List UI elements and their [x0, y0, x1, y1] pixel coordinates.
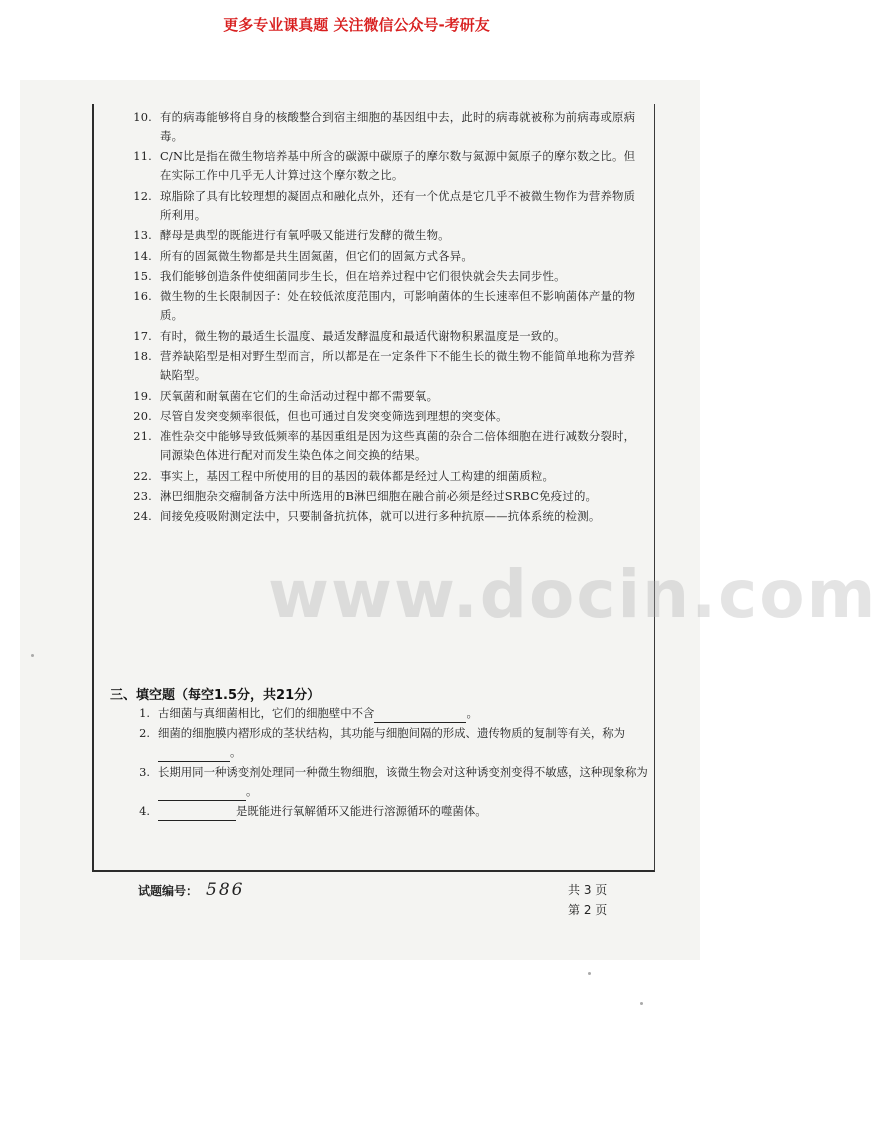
- answer-blank: [374, 708, 466, 723]
- statement-item: [120, 108, 645, 146]
- item-number: 21.: [133, 429, 152, 444]
- item-number: 19.: [133, 388, 152, 403]
- item-text: 微生物的生长限制因子：处在较低浓度范围内，可影响菌体的生长速率但不影响菌体产量的物质。: [160, 289, 636, 323]
- fill-text-after: 是既能进行氧解循环又能进行溶源循环的噬菌体。: [236, 804, 487, 818]
- watermark: www.docin.com: [268, 556, 877, 633]
- exam-code-label: 试题编号：: [138, 884, 199, 898]
- item-number: 12.: [133, 188, 152, 203]
- fill-number: 4.: [139, 804, 150, 818]
- fill-item: [128, 802, 648, 821]
- statement-item: [120, 487, 645, 506]
- pages-current: 第 2 页: [568, 903, 608, 917]
- item-text: 准性杂交中能够导致低频率的基因重组是因为这些真菌的杂合二倍体细胞在进行减数分裂时，同源染色体进行配对而发生染色体之间交换的结果。: [160, 429, 636, 463]
- statement-item: [120, 507, 645, 526]
- fill-item: [128, 704, 648, 723]
- fill-in-items: [128, 704, 648, 822]
- section-title: 三、填空题（每空1.5分，共21分）: [110, 688, 321, 703]
- statement-item: [120, 187, 645, 225]
- item-text: 有的病毒能够将自身的核酸整合到宿主细胞的基因组中去，此时的病毒就被称为前病毒或原病毒。: [160, 110, 636, 143]
- top-banner: 更多专业课真题 关注微信公众号-考研友: [223, 16, 490, 34]
- item-number: 24.: [133, 509, 152, 524]
- item-text: 我们能够创造条件使细菌同步生长，但在培养过程中它们很快就会失去同步性。: [160, 268, 566, 283]
- item-text: 事实上，基因工程中所使用的目的基因的载体都是经过人工构建的细菌质粒。: [160, 468, 555, 483]
- item-number: 15.: [133, 268, 152, 283]
- fill-text-before: 古细菌与真细菌相比，它们的细胞壁中不含: [158, 706, 375, 720]
- fill-number: 1.: [139, 706, 150, 720]
- item-number: 22.: [133, 468, 152, 483]
- item-text: 淋巴细胞杂交瘤制备方法中所选用的B淋巴细胞在融合前必须是经过SRBC免疫过的。: [160, 489, 598, 504]
- statement-item: [120, 347, 645, 385]
- item-number: 18.: [133, 349, 152, 364]
- statement-item: [120, 467, 645, 486]
- fill-item: [128, 763, 648, 801]
- statement-item: [120, 247, 645, 266]
- statement-item: [120, 427, 645, 465]
- item-text: 厌氧菌和耐氧菌在它们的生命活动过程中都不需要氧。: [160, 388, 439, 403]
- statement-item: [120, 407, 645, 426]
- true-false-items: [120, 108, 645, 528]
- fill-text-before: 细菌的细胞膜内褶形成的茎状结构，其功能与细胞间隔的形成、遗传物质的复制等有关，称为: [158, 726, 626, 740]
- fill-text-after: 。: [246, 784, 258, 798]
- pages-total: 共 3 页: [568, 883, 608, 897]
- item-text: 尽管自发突变频率很低，但也可通过自发突变筛选到理想的突变体。: [160, 408, 508, 423]
- statement-item: [120, 267, 645, 286]
- item-number: 13.: [133, 228, 152, 243]
- scan-speck: [31, 654, 34, 657]
- fill-text: [158, 704, 648, 723]
- item-number: 14.: [133, 248, 152, 263]
- item-text: 酵母是典型的既能进行有氧呼吸又能进行发酵的微生物。: [160, 228, 450, 243]
- fill-number: 2.: [139, 726, 150, 740]
- item-text: 有时，微生物的最适生长温度、最适发酵温度和最适代谢物积累温度是一致的。: [160, 328, 566, 343]
- fill-text: [158, 763, 648, 801]
- statement-item: [120, 327, 645, 346]
- item-number: 20.: [133, 408, 152, 423]
- scan-speck: [640, 1002, 643, 1005]
- page-info: [568, 880, 607, 920]
- statement-item: [120, 387, 645, 406]
- fill-text: [158, 724, 648, 762]
- item-number: 23.: [133, 489, 152, 504]
- fill-text: [158, 802, 648, 821]
- item-number: 16.: [133, 289, 152, 304]
- fill-text-after: 。: [466, 706, 478, 720]
- item-text: 琼脂除了具有比较理想的凝固点和融化点外，还有一个优点是它几乎不被微生物作为营养物质所利用。: [160, 188, 636, 222]
- fill-text-before: 长期用同一种诱变剂处理同一种微生物细胞，该微生物会对这种诱变剂变得不敏感，这种现象称为: [158, 765, 648, 779]
- answer-blank: [158, 747, 230, 762]
- scan-speck: [588, 972, 591, 975]
- item-text: C/N比是指在微生物培养基中所含的碳源中碳原子的摩尔数与氮源中氮原子的摩尔数之比。但在实际工作中几乎无人计算过这个摩尔数之比。: [160, 149, 636, 183]
- fill-item: [128, 724, 648, 762]
- exam-code-value: 586: [206, 880, 245, 900]
- answer-blank: [158, 806, 236, 821]
- item-text: 营养缺陷型是相对野生型而言，所以都是在一定条件下不能生长的微生物不能简单地称为营养缺陷型。: [160, 349, 636, 383]
- statement-item: [120, 147, 645, 185]
- item-number: 17.: [133, 328, 152, 343]
- item-number: 11.: [133, 149, 152, 164]
- fill-number: 3.: [139, 765, 150, 779]
- statement-item: [120, 287, 645, 325]
- statement-item: [120, 226, 645, 245]
- item-text: 所有的固氮微生物都是共生固氮菌，但它们的固氮方式各异。: [160, 248, 473, 263]
- item-text: 间接免疫吸附测定法中，只要制备抗抗体，就可以进行多种抗原——抗体系统的检测。: [160, 509, 601, 524]
- item-number: 10.: [133, 110, 152, 124]
- fill-text-after: 。: [230, 745, 242, 759]
- answer-blank: [158, 786, 246, 801]
- exam-code: [138, 880, 244, 900]
